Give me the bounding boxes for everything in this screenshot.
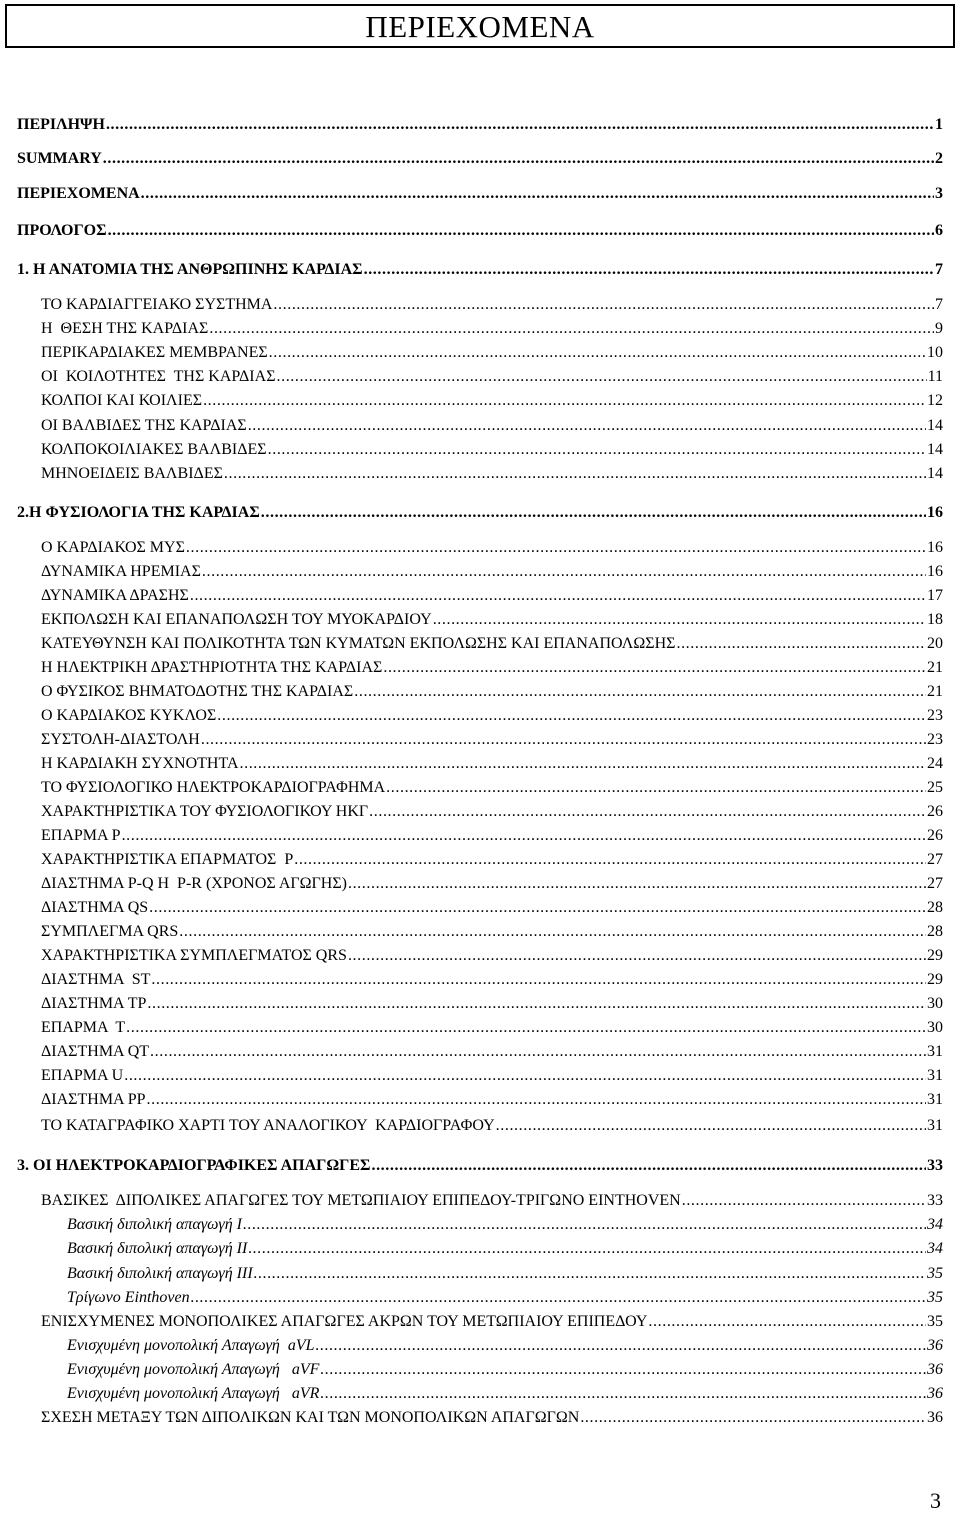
toc-entry: [0, 1335, 943, 1357]
toc-dot-leader: [320, 1359, 926, 1381]
toc-entry-page: 20: [927, 635, 943, 652]
toc-entry-page: 36: [927, 1385, 943, 1402]
toc-entry-page: 6: [935, 222, 943, 239]
toc-dot-leader: [209, 318, 934, 340]
toc-entry-page: 27: [927, 851, 943, 868]
toc-dot-leader: [348, 873, 926, 895]
toc-entry-page: 33: [927, 1157, 943, 1174]
toc-entry: [0, 777, 943, 799]
toc-entry: [0, 1383, 943, 1405]
toc-entry: [0, 1214, 943, 1236]
toc-dot-leader: [240, 753, 927, 775]
toc-entry: [0, 502, 943, 524]
toc-entry-page: 28: [927, 899, 943, 916]
toc-dot-leader: [354, 681, 926, 703]
toc-entry-page: 36: [927, 1409, 943, 1426]
toc-entry-page: 35: [927, 1265, 943, 1282]
toc-entry-page: 26: [927, 803, 943, 820]
toc-entry-label: ΟΙ ΚΟΙΛΟΤΗΤΕΣ ΤΗΣ ΚΑΡΔΙΑΣ: [41, 368, 276, 385]
toc-entry: [0, 1041, 943, 1063]
toc-entry-label: ΔΥΝΑΜΙΚΑ ΗΡΕΜΙΑΣ: [41, 563, 201, 580]
toc-entry-page: 16: [927, 539, 943, 556]
toc-entry-label: ΠΕΡΙΕΧΟΜΕΝΑ: [17, 185, 140, 202]
toc-entry-label: ΚΑΤΕΥΘΥΝΣΗ ΚΑΙ ΠΟΛΙΚΟΤΗΤΑ ΤΩΝ ΚΥΜΑΤΩΝ ΕΚΠΟΛΩΣΗΣ ΚΑΙ ΕΠΑΝΑΠΟΛΩΣΗΣ: [41, 635, 676, 652]
toc-dot-leader: [147, 993, 926, 1015]
toc-entry-label: ΕΠΑΡΜΑ P: [41, 827, 121, 844]
toc-entry-page: 31: [927, 1067, 943, 1084]
toc-entry: [0, 114, 943, 136]
toc-entry: [0, 633, 943, 655]
page-number: 3: [930, 1488, 941, 1513]
toc-entry-page: 10: [927, 344, 943, 361]
toc-entry-label: ΕΝΙΣΧΥΜΕΝΕΣ ΜΟΝΟΠΟΛΙΚΕΣ ΑΠΑΓΩΓΕΣ ΑΚΡΩΝ ΤΟΥ ΜΕΤΩΠΙΑΙΟΥ ΕΠΙΠΕΔΟΥ: [41, 1313, 648, 1330]
toc-entry-label: ΟΙ ΒΑΛΒΙΔΕΣ ΤΗΣ ΚΑΡΔΙΑΣ: [41, 417, 247, 434]
toc-entry-page: 21: [927, 659, 943, 676]
toc-dot-leader: [268, 439, 926, 461]
toc-entry-page: 14: [927, 465, 943, 482]
toc-entry: [0, 183, 943, 205]
toc-entry: [0, 220, 943, 242]
toc-entry: [0, 1190, 943, 1212]
toc-entry-label: ΔΙΑΣΤΗΜΑ ST: [41, 971, 151, 988]
toc-dot-leader: [124, 1065, 926, 1087]
toc-entry-label: Βασική διπολική απαγωγή ΙΙΙ: [67, 1265, 253, 1282]
toc-entry-label: ΕΠΑΡΜΑ U: [41, 1067, 124, 1084]
toc-dot-leader: [682, 1190, 926, 1212]
toc-entry: [0, 561, 943, 583]
toc-entry: [0, 1263, 943, 1285]
toc-dot-leader: [386, 777, 926, 799]
toc-entry: [0, 705, 943, 727]
toc-entry: [0, 342, 943, 364]
toc-entry-page: 30: [927, 1019, 943, 1036]
toc-entry-label: ΠΕΡΙΛΗΨΗ: [17, 116, 105, 133]
toc-entry: [0, 1311, 943, 1333]
toc-entry-label: Η ΗΛΕΚΤΡΙΚΗ ΔΡΑΣΤΗΡΙΟΤΗΤΑ ΤΗΣ ΚΑΡΔΙΑΣ: [41, 659, 383, 676]
toc-entry: [0, 1359, 943, 1381]
toc-entry-label: Ενισχυμένη μονοπολική Απαγωγή aVL: [67, 1337, 315, 1354]
toc-dot-leader: [273, 294, 934, 316]
toc-entry: [0, 657, 943, 679]
toc-entry: [0, 849, 943, 871]
toc-entry-page: 24: [927, 755, 943, 772]
toc-entry: [0, 1089, 943, 1111]
toc-entry-label: ΠΡΟΛΟΓΟΣ: [17, 222, 107, 239]
toc-entry: [0, 537, 943, 559]
toc-dot-leader: [371, 1155, 926, 1177]
toc-entry-label: 1. Η ΑΝΑΤΟΜΙΑ ΤΗΣ ΑΝΘΡΩΠΙΝΗΣ ΚΑΡΔΙΑΣ: [17, 261, 363, 278]
toc-entry: [0, 873, 943, 895]
toc-dot-leader: [676, 633, 926, 655]
toc-dot-leader: [294, 849, 926, 871]
toc-entry-page: 14: [927, 417, 943, 434]
toc-entry-page: 27: [927, 875, 943, 892]
toc-entry-page: 21: [927, 683, 943, 700]
toc-entry-label: Τρίγωνο Einthoven: [67, 1289, 190, 1306]
page-title: ΠΕΡΙΕΧΟΜΕΝΑ: [365, 9, 595, 44]
toc-dot-leader: [248, 415, 926, 437]
toc-dot-leader: [369, 801, 926, 823]
toc-dot-leader: [103, 148, 934, 170]
toc-entry-label: Ο ΚΑΡΔΙΑΚΟΣ ΚΥΚΛΟΣ: [41, 707, 217, 724]
toc-entry-page: 23: [927, 707, 943, 724]
toc-dot-leader: [320, 1383, 926, 1405]
toc-entry-page: 36: [927, 1361, 943, 1378]
toc-entry: [0, 463, 943, 485]
toc-entry: [0, 390, 943, 412]
toc-entry-label: ΣΥΣΤΟΛΗ-ΔΙΑΣΤΟΛΗ: [41, 731, 200, 748]
toc-dot-leader: [364, 259, 934, 281]
toc-entry: [0, 294, 943, 316]
toc-dot-leader: [383, 657, 926, 679]
toc-entry-label: ΒΑΣΙΚΕΣ ΔΙΠΟΛΙΚΕΣ ΑΠΑΓΩΓΕΣ ΤΟΥ ΜΕΤΩΠΙΑΙΟΥ ΕΠΙΠΕΔΟΥ-ΤΡΙΓΩΝΟ EINTHOVEN: [41, 1192, 681, 1209]
toc-entry: [0, 415, 943, 437]
toc-entry-label: ΜΗΝΟΕΙΔΕΙΣ ΒΑΛΒΙΔΕΣ: [41, 465, 223, 482]
toc-dot-leader: [496, 1115, 926, 1137]
toc-dot-leader: [316, 1335, 926, 1357]
toc-entry-page: 29: [927, 947, 943, 964]
toc-dot-leader: [217, 705, 926, 727]
toc-entry-page: 29: [927, 971, 943, 988]
toc-entry: [0, 148, 943, 170]
toc-dot-leader: [277, 366, 927, 388]
toc-entry-page: 25: [927, 779, 943, 796]
toc-entry: [0, 1115, 943, 1137]
toc-entry: [0, 318, 943, 340]
toc-entry: [0, 729, 943, 751]
toc-entry-page: 35: [927, 1313, 943, 1330]
toc-entry-page: 3: [935, 185, 943, 202]
toc-dot-leader: [248, 1238, 926, 1260]
toc-entry: [0, 825, 943, 847]
toc-entry: [0, 993, 943, 1015]
toc-dot-leader: [141, 183, 934, 205]
toc-entry: [0, 1238, 943, 1260]
toc-dot-leader: [149, 897, 926, 919]
toc-dot-leader: [202, 561, 926, 583]
toc-entry-page: 34: [927, 1240, 943, 1257]
toc-dot-leader: [580, 1407, 926, 1429]
toc-entry-page: 30: [927, 995, 943, 1012]
toc-entry: [0, 1155, 943, 1177]
toc-entry-page: 23: [927, 731, 943, 748]
toc-dot-leader: [254, 1263, 926, 1285]
toc-entry-label: ΧΑΡΑΚΤΗΡΙΣΤΙΚΑ ΕΠΑΡΜΑΤΟΣ P: [41, 851, 294, 868]
toc-entry-page: 36: [927, 1337, 943, 1354]
toc-entry-page: 31: [927, 1091, 943, 1108]
toc-entry-label: ΔΙΑΣΤΗΜΑ QS: [41, 899, 149, 916]
toc-entry-label: ΔΥΝΑΜΙΚΑ ΔΡΑΣΗΣ: [41, 587, 189, 604]
toc-dot-leader: [190, 585, 926, 607]
toc-dot-leader: [151, 969, 926, 991]
toc-entry: [0, 1017, 943, 1039]
toc-entry-label: ΕΚΠΟΛΩΣΗ ΚΑΙ ΕΠΑΝΑΠΟΛΩΣΗ ΤΟΥ ΜΥΟΚΑΡΔΙΟΥ: [41, 611, 432, 628]
toc-dot-leader: [150, 1041, 926, 1063]
toc-dot-leader: [147, 1089, 926, 1111]
toc-entry: [0, 609, 943, 631]
toc-dot-leader: [201, 729, 926, 751]
toc-entry-label: Ενισχυμένη μονοπολική Απαγωγή aVF: [67, 1361, 320, 1378]
toc-entry-label: ΧΑΡΑΚΤΗΡΙΣΤΙΚΑ ΣΥΜΠΛΕΓΜΑΤΟΣ QRS: [41, 947, 347, 964]
toc-entry-page: 18: [927, 611, 943, 628]
toc-entry: [0, 753, 943, 775]
toc-entry-label: ΤΟ ΚΑΤΑΓΡΑΦΙΚΟ ΧΑΡΤΙ ΤΟΥ ΑΝΑΛΟΓΙΚΟΥ ΚΑΡΔΙΟΓΡΑΦΟΥ: [41, 1117, 495, 1134]
toc-dot-leader: [348, 945, 926, 967]
toc-entry-page: 33: [927, 1192, 943, 1209]
toc-entry-label: Ενισχυμένη μονοπολική Απαγωγή aVR: [67, 1385, 320, 1402]
toc-dot-leader: [269, 342, 926, 364]
toc-entry-page: 7: [935, 296, 943, 313]
toc-entry-label: Η ΘΕΣΗ ΤΗΣ ΚΑΡΔΙΑΣ: [41, 320, 209, 337]
toc-entry-page: 26: [927, 827, 943, 844]
toc-entry-label: Ο ΚΑΡΔΙΑΚΟΣ ΜΥΣ: [41, 539, 185, 556]
toc-entry-page: 31: [927, 1117, 943, 1134]
toc-dot-leader: [224, 463, 926, 485]
toc-entry: [0, 259, 943, 281]
toc-entry-page: 34: [927, 1216, 943, 1233]
toc-dot-leader: [122, 825, 926, 847]
toc-entry-label: Η ΚΑΡΔΙΑΚΗ ΣΥΧΝΟΤΗΤΑ: [41, 755, 239, 772]
toc-dot-leader: [186, 537, 926, 559]
toc-entry-label: SUMMARY: [17, 150, 102, 167]
toc-entry-page: 11: [927, 368, 943, 385]
toc-entry-label: ΣΥΜΠΛΕΓΜΑ QRS: [41, 923, 179, 940]
toc-dot-leader: [433, 609, 926, 631]
toc-entry-page: 7: [935, 261, 943, 278]
toc-entry: [0, 969, 943, 991]
toc-dot-leader: [243, 1214, 926, 1236]
toc-entry: [0, 1065, 943, 1087]
toc-dot-leader: [261, 502, 926, 524]
toc-entry-label: Ο ΦΥΣΙΚΟΣ ΒΗΜΑΤΟΔΟΤΗΣ ΤΗΣ ΚΑΡΔΙΑΣ: [41, 683, 354, 700]
toc-entry-page: 1: [935, 116, 943, 133]
toc-dot-leader: [191, 1287, 926, 1309]
toc-entry-page: 16: [927, 563, 943, 580]
toc-entry-page: 9: [935, 320, 943, 337]
toc-dot-leader: [106, 114, 934, 136]
toc-entry: [0, 439, 943, 461]
toc-entry: [0, 585, 943, 607]
toc-entry-label: Βασική διπολική απαγωγή ΙΙ: [67, 1240, 248, 1257]
toc-dot-leader: [179, 921, 926, 943]
toc-entry-page: 31: [927, 1043, 943, 1060]
toc-entry-label: ΔΙΑΣΤΗΜΑ PP: [41, 1091, 146, 1108]
toc-entry-label: 2.Η ΦΥΣΙΟΛΟΓΙΑ ΤΗΣ ΚΑΡΔΙΑΣ: [17, 504, 260, 521]
toc-entry-page: 28: [927, 923, 943, 940]
toc-entry: [0, 681, 943, 703]
toc-dot-leader: [108, 220, 934, 242]
toc-dot-leader: [648, 1311, 926, 1333]
toc-entry-page: 17: [927, 587, 943, 604]
toc-entry-label: ΤΟ ΦΥΣΙΟΛΟΓΙΚΟ ΗΛΕΚΤΡΟΚΑΡΔΙΟΓΡΑΦΗΜΑ: [41, 779, 386, 796]
toc-entry-label: ΕΠΑΡΜΑ Τ: [41, 1019, 126, 1036]
toc-dot-leader: [203, 390, 926, 412]
toc-entry-label: ΔΙΑΣΤΗΜΑ QT: [41, 1043, 150, 1060]
toc-entry-label: ΤΟ ΚΑΡΔΙΑΓΓΕΙΑΚΟ ΣΥΣΤΗΜΑ: [41, 296, 273, 313]
toc-entry-page: 16: [927, 504, 943, 521]
toc-entry: [0, 921, 943, 943]
toc-entry-page: 35: [927, 1289, 943, 1306]
toc-entry: [0, 801, 943, 823]
toc-entry-page: 14: [927, 441, 943, 458]
toc-entry-label: ΧΑΡΑΚΤΗΡΙΣΤΙΚΑ ΤΟΥ ΦΥΣΙΟΛΟΓΙΚΟΥ ΗΚΓ: [41, 803, 369, 820]
toc-entry: [0, 945, 943, 967]
toc-entry-label: ΔΙΑΣΤΗΜΑ TP: [41, 995, 147, 1012]
toc-entry: [0, 1407, 943, 1429]
toc-dot-leader: [126, 1017, 926, 1039]
toc-entry-label: ΚΟΛΠΟΚΟΙΛΙΑΚΕΣ ΒΑΛΒΙΔΕΣ: [41, 441, 267, 458]
toc-entry: [0, 1287, 943, 1309]
toc-entry: [0, 366, 943, 388]
toc-entry-page: 2: [935, 150, 943, 167]
toc-entry: [0, 897, 943, 919]
toc-entry-label: ΔΙΑΣΤΗΜΑ P-Q Η P-R (ΧΡΟΝΟΣ ΑΓΩΓΗΣ): [41, 875, 347, 892]
toc-entry-label: ΣΧΕΣΗ ΜΕΤΑΞΥ ΤΩΝ ΔΙΠΟΛΙΚΩΝ ΚΑΙ ΤΩΝ ΜΟΝΟΠΟΛΙΚΩΝ ΑΠΑΓΩΓΩΝ: [41, 1409, 580, 1426]
toc-entry-label: ΠΕΡΙΚΑΡΔΙΑΚΕΣ ΜΕΜΒΡΑΝΕΣ: [41, 344, 268, 361]
toc-entry-label: ΚΟΛΠΟΙ ΚΑΙ ΚΟΙΛΙΕΣ: [41, 392, 203, 409]
toc-entry-page: 12: [927, 392, 943, 409]
toc-entry-label: Βασική διπολική απαγωγή Ι: [67, 1216, 242, 1233]
toc-entry-label: 3. ΟΙ ΗΛΕΚΤΡΟΚΑΡΔΙΟΓΡΑΦΙΚΕΣ ΑΠΑΓΩΓΕΣ: [17, 1157, 371, 1174]
